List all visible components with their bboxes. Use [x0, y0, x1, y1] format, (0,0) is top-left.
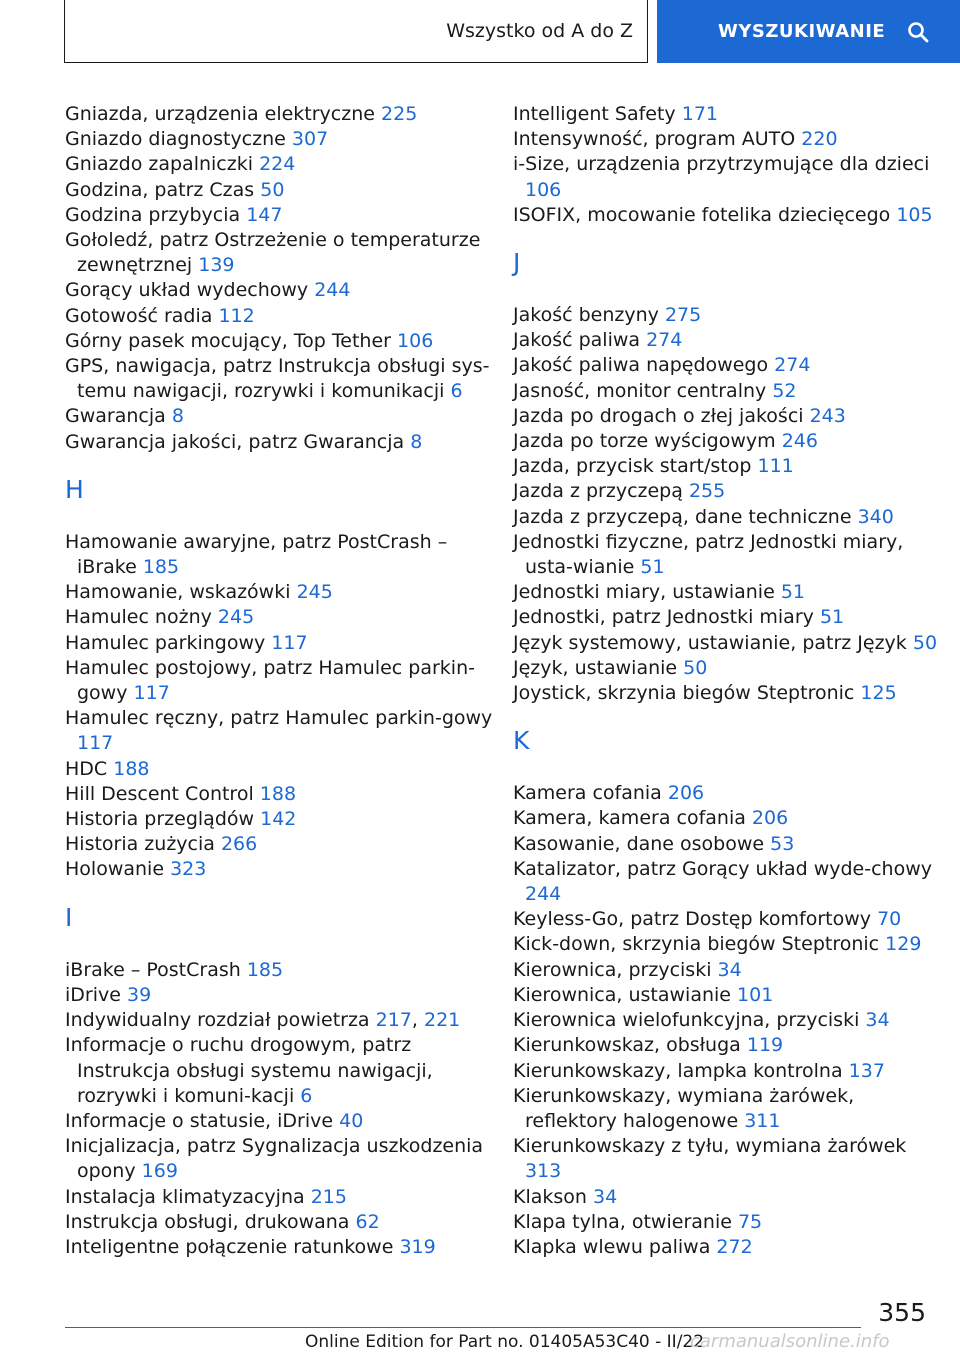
index-entry-text: Gorący układ wydechowy [65, 279, 309, 302]
page-link[interactable]: 272 [716, 1235, 753, 1258]
index-entry [65, 1185, 495, 1210]
index-entry [65, 430, 495, 455]
index-entry [513, 152, 943, 202]
page-link[interactable]: 206 [667, 782, 705, 805]
index-entry [513, 429, 943, 454]
index-entry [513, 806, 943, 831]
index-entry-text: Gwarancja jakości, patrz Gwarancja [65, 430, 405, 453]
index-entry-text: Kierunkowskazy z tyłu, wymiana żarówek [513, 1135, 907, 1158]
index-entry-text: iBrake – PostCrash [65, 958, 241, 981]
index-entry [513, 328, 943, 353]
index-entry [513, 656, 943, 681]
index-entry [513, 479, 943, 504]
index-entry-text: Hamulec postojowy, patrz Hamulec parkin-gowy [65, 656, 475, 705]
index-entry [65, 102, 495, 127]
index-entry-text: Informacje o statusie, iDrive [65, 1109, 334, 1132]
index-entry [513, 605, 943, 630]
index-entry-text: iDrive [65, 983, 121, 1006]
page-link[interactable]: 50 [912, 631, 938, 654]
page-link[interactable]: 224 [259, 153, 296, 176]
index-entry-text: Jazda po drogach o złej jakości [513, 404, 804, 427]
index-entry-text: Gołoledź, patrz Ostrzeżenie o temperaturze zewnętrznej [65, 229, 481, 277]
index-entry-text: Inteligentne połączenie ratunkowe [65, 1235, 394, 1258]
page-link[interactable]: 111 [757, 455, 794, 478]
tab-search[interactable] [657, 0, 960, 63]
tab-search-label: WYSZUKIWANIE [718, 21, 886, 42]
index-entry-text: Hamulec nożny [65, 606, 212, 629]
index-entry-text: Język systemowy, ustawianie, patrz Język [513, 631, 907, 654]
index-entry-text: Jazda, przycisk start/stop [513, 455, 752, 478]
index-entry [65, 631, 495, 656]
index-entry [513, 1059, 943, 1084]
index-entry-text: Kierownica wielofunkcyjna, przyciski [513, 1009, 860, 1032]
index-entry [65, 354, 495, 404]
index-entry [513, 932, 943, 957]
index-entry-text: Holowanie [65, 858, 165, 881]
page-link[interactable]: 34 [717, 958, 742, 981]
index-entry [65, 203, 495, 228]
index-entry [65, 958, 495, 983]
index-entry [513, 404, 943, 429]
page-link[interactable]: 246 [781, 430, 818, 453]
index-entry [65, 857, 495, 882]
page-link[interactable]: 8 [171, 405, 184, 428]
index-entry-text: Hamulec parkingowy [65, 631, 266, 654]
index-entry-text: Kierownica, ustawianie [513, 983, 731, 1006]
page-link[interactable]: 185 [142, 556, 180, 579]
index-entry [65, 782, 495, 807]
page-link[interactable]: 117 [271, 631, 308, 654]
page-link[interactable]: 6 [450, 380, 463, 403]
page-link[interactable]: 39 [126, 983, 152, 1006]
page-link[interactable]: 6 [300, 1084, 313, 1107]
page-link[interactable]: 34 [593, 1185, 618, 1208]
page-link[interactable]: 266 [220, 833, 258, 856]
page-link[interactable]: 101 [737, 983, 774, 1006]
index-entry-text: HDC [65, 757, 108, 780]
index-entry [513, 353, 943, 378]
index-entry: Indywidualny rozdział powietrza 217, 221 [65, 1009, 461, 1032]
index-entry-text: Jednostki fizyczne, patrz Jednostki miary, usta-wianie [513, 530, 904, 579]
index-entry [513, 631, 943, 656]
index-letter-heading: I [65, 902, 73, 932]
index-entry [513, 1008, 943, 1033]
index-entry-text: Kierownica, przyciski [513, 958, 712, 981]
page-link[interactable]: 323 [170, 858, 207, 881]
index-entry-text: Historia przeglądów [65, 808, 255, 831]
index-entry-text: Jakość paliwa napędowego [513, 354, 769, 377]
page-link[interactable]: 220 [801, 128, 838, 151]
index-entry-text: Gwarancja [65, 405, 166, 428]
page-link[interactable]: 119 [746, 1034, 784, 1057]
page-link[interactable]: 245 [217, 606, 255, 629]
index-entry-text: Keyless-Go, patrz Dostęp komfortowy [513, 908, 872, 931]
index-entry-text: Górny pasek mocujący, Top Tether [65, 329, 391, 352]
index-entry [65, 832, 495, 857]
index-entry [513, 907, 943, 932]
index-entry [513, 379, 943, 404]
index-entry [65, 127, 495, 152]
page-link[interactable]: 313 [525, 1160, 562, 1183]
index-entry-text: Inicjalizacja, patrz Sygnalizacja uszkodzenia opony [65, 1135, 484, 1183]
index-entry [65, 178, 495, 203]
index-entry-text: Joystick, skrzynia biegów Steptronic [513, 682, 855, 705]
index-entry [513, 958, 943, 983]
page-link[interactable]: 142 [260, 808, 297, 831]
page-link[interactable]: 70 [877, 908, 902, 931]
page-link[interactable]: 244 [525, 883, 562, 906]
page-link[interactable]: 147 [246, 203, 283, 226]
page-link[interactable]: 106 [397, 329, 434, 352]
index-entry [513, 832, 943, 857]
index-entry-text: Katalizator, patrz Gorący układ wyde-chowy [513, 857, 932, 880]
page-link[interactable]: 62 [355, 1210, 380, 1233]
page-link[interactable]: 52 [772, 379, 797, 402]
index-entry [65, 605, 495, 630]
index-entry-text: Gniazda, urządzenia elektryczne [65, 103, 375, 125]
index-entry [65, 1033, 495, 1109]
index-entry-text: Jazda po torze wyścigowym [513, 430, 776, 453]
page-link[interactable]: 340 [857, 505, 894, 528]
index-entry [65, 530, 495, 580]
page-link[interactable]: 319 [399, 1235, 436, 1258]
search-icon [907, 21, 929, 43]
page-link[interactable]: 311 [744, 1109, 781, 1132]
index-entry [513, 127, 943, 152]
index-entry-text: Gniazdo zapalniczki [65, 153, 254, 176]
index-entry-text: Język, ustawianie [513, 656, 678, 679]
tab-a-to-z[interactable] [64, 0, 648, 63]
index-entry-text: Hamowanie awaryjne, patrz PostCrash – iBrake [65, 530, 448, 579]
index-entry-text: Kierunkowskaz, obsługa [513, 1034, 741, 1057]
index-entry [513, 1134, 943, 1184]
index-entry [513, 1084, 943, 1134]
index-entry [65, 983, 495, 1008]
page-link[interactable]: 112 [218, 304, 255, 327]
index-entry-text: Klapka wlewu paliwa [513, 1235, 711, 1258]
index-letter-heading: J [513, 248, 521, 278]
index-entry-text: Kierunkowskazy, wymiana żarówek, reflektory halogenowe [513, 1084, 855, 1132]
page-link[interactable]: 171 [681, 103, 718, 125]
page-link[interactable]: 105 [896, 203, 933, 226]
page-link[interactable]: 51 [819, 606, 845, 629]
page-link[interactable]: 129 [885, 933, 922, 956]
index-entry [65, 757, 495, 782]
index-entry [513, 102, 943, 127]
watermark: carmanualsonline.info [690, 1331, 890, 1352]
page-link[interactable]: 243 [809, 404, 846, 427]
index-entry-text: Jasność, monitor centralny [513, 379, 767, 402]
page-link[interactable]: 185 [246, 958, 284, 981]
index-entry-text: Kick-down, skrzynia biegów Steptronic [513, 933, 880, 956]
page-link[interactable]: 225 [381, 103, 418, 125]
index-entry-text: Intensywność, program AUTO [513, 128, 796, 151]
index-entry [65, 228, 495, 278]
index-entry-text: Kamera cofania [513, 782, 662, 805]
index-entry [513, 530, 943, 580]
page-link[interactable]: 53 [770, 832, 795, 855]
index-column-left [65, 102, 495, 1260]
page-link[interactable]: 117 [77, 732, 114, 755]
index-entry [513, 1185, 943, 1210]
index-entry [65, 1109, 495, 1134]
index-entry-text: Jakość paliwa [513, 329, 641, 352]
index-entry [513, 303, 943, 328]
index-entry [65, 329, 495, 354]
index-entry-text: Godzina, patrz Czas [65, 178, 255, 201]
page-number: 355 [878, 1298, 926, 1327]
index-entry [513, 983, 943, 1008]
index-entry-text: GPS, nawigacja, patrz Instrukcja obsługi sys-temu nawigacji, rozrywki i komunikacji [65, 355, 490, 403]
page-link[interactable]: 169 [141, 1160, 178, 1183]
index-entry-text: Indywidualny rozdział powietrza [65, 1009, 370, 1032]
index-entry [513, 1033, 943, 1058]
page-link[interactable]: 50 [260, 178, 285, 201]
page-link[interactable]: 106 [525, 178, 562, 201]
page-link[interactable]: 188 [113, 757, 150, 780]
page-link[interactable]: 75 [737, 1210, 763, 1233]
index-entry [65, 706, 495, 756]
index-entry [65, 807, 495, 832]
index-letter-heading: K [513, 726, 530, 756]
index-entry-text: Gotowość radia [65, 304, 213, 327]
index-entry [65, 1210, 495, 1235]
index-letter-heading: H [65, 474, 84, 504]
page-link[interactable]: 215 [310, 1185, 347, 1208]
index-entry [513, 1235, 943, 1260]
page-link[interactable]: 51 [640, 556, 665, 579]
page-link[interactable]: 217 [375, 1009, 412, 1032]
page-link[interactable]: 137 [848, 1059, 885, 1082]
index-entry [513, 781, 943, 806]
index-entry-text: Jednostki miary, ustawianie [513, 581, 775, 604]
index-entry [65, 1235, 495, 1260]
index-entry [513, 505, 943, 530]
index-entry-text: Instalacja klimatyzacyjna [65, 1185, 305, 1208]
index-entry [65, 304, 495, 329]
index-column-right [513, 102, 943, 1260]
index-entry-text: Hill Descent Control [65, 782, 254, 805]
index-entry [65, 1134, 495, 1184]
page-link[interactable]: 275 [664, 304, 702, 327]
page-link[interactable]: 51 [780, 581, 805, 604]
page-link[interactable]: 40 [339, 1109, 364, 1132]
index-entry [65, 278, 495, 303]
page-link[interactable]: 221 [423, 1009, 461, 1032]
index-entry-text: Jazda z przyczepą [513, 480, 683, 503]
page-link[interactable]: 255 [688, 480, 726, 503]
index-entry [65, 152, 495, 177]
page-link[interactable]: 244 [314, 279, 351, 302]
page-link[interactable]: 307 [291, 128, 329, 151]
index-entry-text: Godzina przybycia [65, 203, 241, 226]
page-link[interactable]: 206 [751, 807, 789, 830]
index-entry-text: Informacje o ruchu drogowym, patrz Instrukcja obsługi systemu nawigacji, rozrywki i komuni-kacji [65, 1034, 433, 1107]
page-link[interactable]: 274 [646, 329, 683, 352]
index-entry-text: Instrukcja obsługi, drukowana [65, 1210, 350, 1233]
index-entry-text: Intelligent Safety [513, 103, 676, 125]
index-entry-text: Jednostki, patrz Jednostki miary [513, 606, 814, 629]
index-entry [513, 580, 943, 605]
page-link[interactable]: 139 [198, 254, 235, 277]
footer-divider [65, 1327, 861, 1328]
index-entry-text: Hamowanie, wskazówki [65, 581, 291, 604]
tab-a-to-z-label: Wszystko od A do Z [446, 20, 633, 42]
page-link[interactable]: 50 [683, 656, 708, 679]
index-entry-text: ISOFIX, mocowanie fotelika dziecięcego [513, 203, 891, 226]
page-link[interactable]: 125 [860, 682, 897, 705]
index-entry [513, 1210, 943, 1235]
index-entry-text: Kasowanie, dane osobowe [513, 832, 765, 855]
index-entry-text: Hamulec ręczny, patrz Hamulec parkin-gowy [65, 707, 493, 730]
index-entry [513, 857, 943, 907]
index-entry [513, 454, 943, 479]
index-entry-text: Gniazdo diagnostyczne [65, 128, 286, 151]
index-entry-text: i-Size, urządzenia przytrzymujące dla dzieci [513, 153, 930, 176]
index-entry [65, 580, 495, 605]
index-entry-text: Historia zużycia [65, 833, 215, 856]
page-link[interactable]: 117 [133, 682, 170, 705]
index-entry-text: Klapa tylna, otwieranie [513, 1210, 732, 1233]
index-entry-text: Kamera, kamera cofania [513, 807, 746, 830]
index-entry-text: Jazda z przyczepą, dane techniczne [513, 505, 852, 528]
index-entry [513, 203, 943, 228]
page-link[interactable]: 34 [865, 1009, 890, 1032]
page-link[interactable]: 8 [410, 430, 423, 453]
index-entry [513, 681, 943, 706]
page-link[interactable]: 245 [296, 581, 333, 604]
index-entry-text: Kierunkowskazy, lampka kontrolna [513, 1059, 843, 1082]
index-entry [65, 656, 495, 706]
index-entry-text: Jakość benzyny [513, 304, 659, 327]
page-link[interactable]: 188 [259, 782, 297, 805]
page-link[interactable]: 274 [774, 354, 811, 377]
index-entry-text: Klakson [513, 1185, 587, 1208]
index-entry [65, 404, 495, 429]
footer-edition: Online Edition for Part no. 01405A53C40 - II/22 [305, 1332, 705, 1352]
